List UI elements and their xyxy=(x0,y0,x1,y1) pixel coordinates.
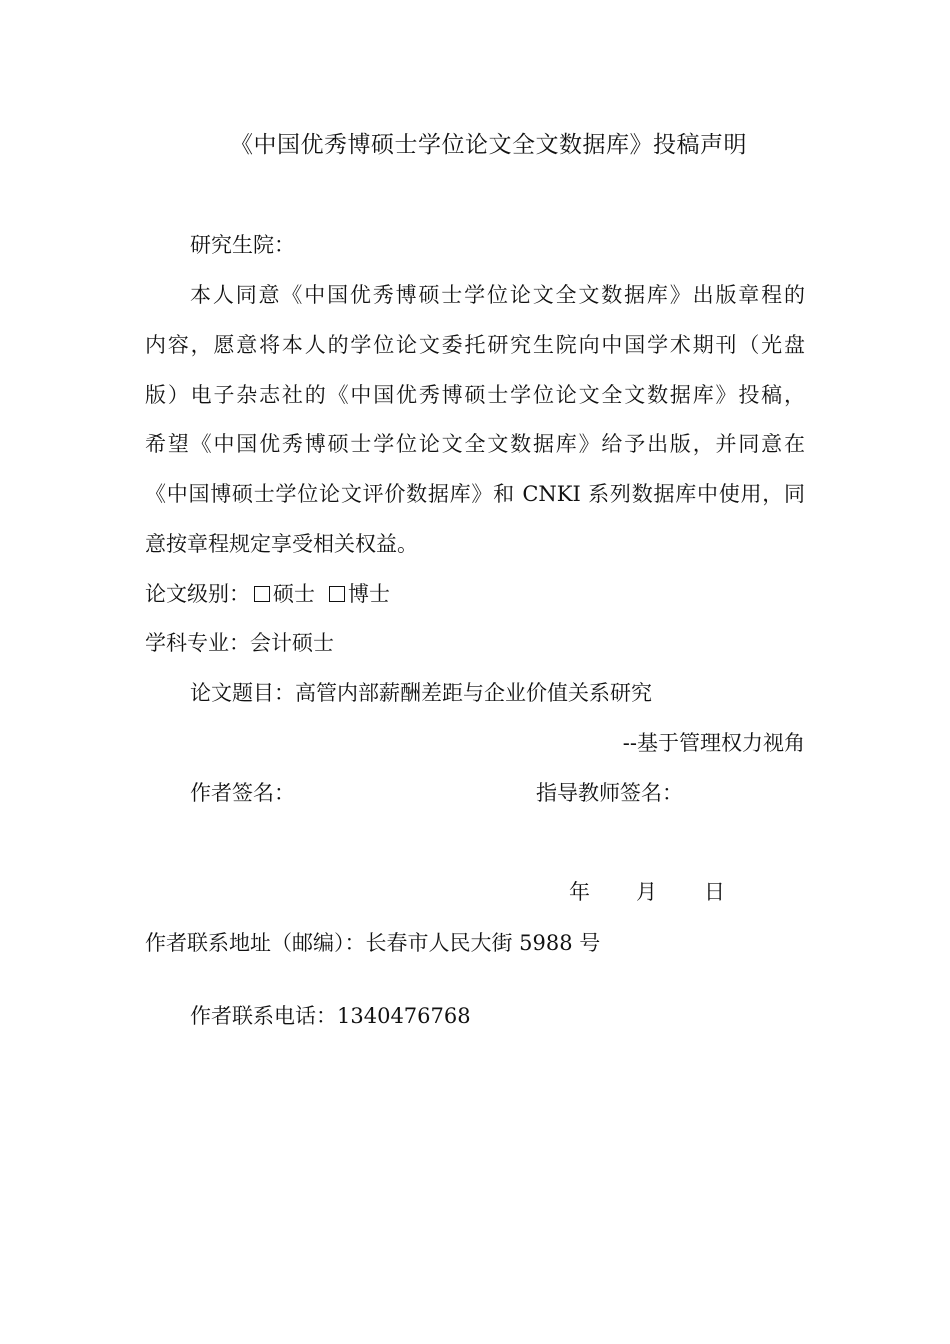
thesis-subtitle: --基于管理权力视角 xyxy=(622,731,805,755)
document-title: 《中国优秀博硕士学位论文全文数据库》投稿声明 xyxy=(230,132,747,158)
contact-address-value: 长春市人民大街 5988 号 xyxy=(365,931,601,955)
doctor-option-label: 博士 xyxy=(348,582,390,606)
thesis-title-row xyxy=(190,677,652,707)
contact-address-label: 作者联系地址（邮编）： xyxy=(145,931,366,955)
major-value: 会计硕士 xyxy=(250,631,334,655)
contact-phone-row xyxy=(190,1000,471,1030)
degree-level-row xyxy=(145,578,390,608)
thesis-title-value: 高管内部薪酬差距与企业价值关系研究 xyxy=(295,681,652,705)
major-row xyxy=(145,627,334,657)
thesis-title-label: 论文题目： xyxy=(190,681,295,705)
statement-line-6: 意按章程规定享受相关权益。 xyxy=(145,532,418,556)
contact-address-row xyxy=(145,927,600,957)
addressee: 研究生院： xyxy=(190,233,295,257)
master-checkbox[interactable] xyxy=(254,586,270,602)
date-year: 年 xyxy=(569,880,590,904)
date-month: 月 xyxy=(636,880,657,904)
advisor-signature-label: 指导教师签名： xyxy=(536,781,683,805)
author-signature-label: 作者签名： xyxy=(190,781,295,805)
major-label: 学科专业： xyxy=(145,631,250,655)
contact-phone-value: 1340476768 xyxy=(337,1004,471,1028)
statement-line-3: 版）电子杂志社的《中国优秀博硕士学位论文全文数据库》投稿， xyxy=(145,383,805,407)
contact-phone-label: 作者联系电话： xyxy=(190,1004,337,1028)
date-day: 日 xyxy=(704,880,725,904)
statement-line-2: 内容，愿意将本人的学位论文委托研究生院向中国学术期刊（光盘 xyxy=(145,333,805,357)
degree-level-label: 论文级别： xyxy=(145,582,250,606)
statement-line-5: 《中国博硕士学位论文评价数据库》和 CNKI 系列数据库中使用，同 xyxy=(145,482,805,506)
statement-line-1: 本人同意《中国优秀博硕士学位论文全文数据库》出版章程的 xyxy=(190,283,805,307)
statement-line-4: 希望《中国优秀博硕士学位论文全文数据库》给予出版，并同意在 xyxy=(145,432,805,456)
master-option-label: 硕士 xyxy=(273,582,315,606)
doctor-checkbox[interactable] xyxy=(329,586,345,602)
